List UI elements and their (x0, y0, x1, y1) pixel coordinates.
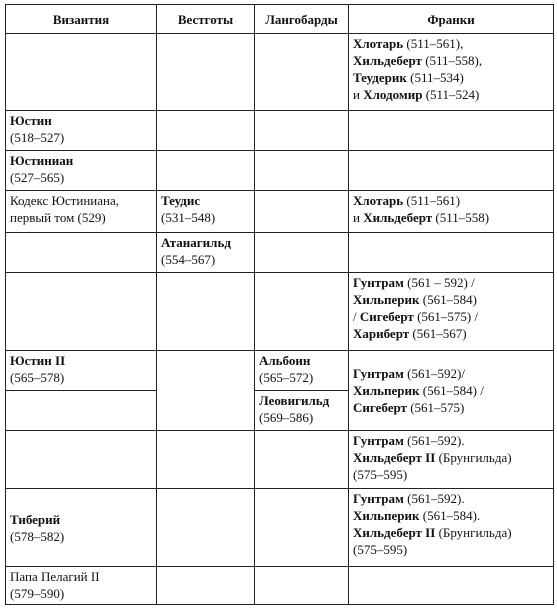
ruler-name: Сигеберт (359, 309, 414, 324)
text-segment: Папа Пелагий II (10, 569, 100, 584)
cell-line (161, 209, 250, 226)
text-segment: и (353, 87, 364, 102)
cell-line (353, 86, 549, 103)
cell-visigoths (157, 489, 255, 567)
ruler-name: Теудерик (353, 70, 407, 85)
cell-line (10, 152, 152, 169)
header-lombards: Лангобарды (255, 5, 349, 34)
cell-line (10, 585, 152, 602)
text-segment: (565–572) (259, 370, 314, 385)
cell-line (161, 234, 250, 251)
header-row (6, 5, 554, 34)
cell-lombards (255, 111, 349, 151)
ruler-name: Альбоин (259, 353, 311, 368)
ruler-name: Гунтрам (353, 433, 404, 448)
cell-franks (349, 151, 554, 191)
cell-visigoths (157, 191, 255, 233)
text-segment: (511–534) (406, 70, 464, 85)
cell-byzantium (6, 233, 157, 273)
ruler-name: Хильперик (353, 508, 420, 523)
cell-franks (349, 273, 554, 351)
text-segment: (531–548) (161, 210, 216, 225)
cell-byzantium (6, 351, 157, 391)
cell-byzantium (6, 431, 157, 489)
cell-line (353, 209, 549, 226)
ruler-name: Хильперик (353, 292, 420, 307)
text-segment: (561–592). (403, 491, 465, 506)
text-segment: (565–578) (10, 370, 65, 385)
cell-line (353, 69, 549, 86)
table-row (6, 34, 554, 111)
cell-byzantium (6, 567, 157, 605)
cell-line (10, 169, 152, 186)
cell-visigoths (157, 351, 255, 431)
cell-visigoths (157, 151, 255, 191)
cell-line (259, 352, 344, 369)
cell-line (353, 541, 549, 558)
text-segment: (561–575) (406, 400, 465, 415)
text-segment: (561 – 592) / (403, 275, 475, 290)
ruler-name: Гунтрам (353, 275, 404, 290)
cell-lombards (255, 273, 349, 351)
text-segment: (511–558), (421, 53, 483, 68)
text-segment: и (353, 210, 364, 225)
cell-lombards (255, 391, 349, 431)
table-row (6, 351, 554, 391)
table-row (6, 431, 554, 489)
cell-visigoths (157, 111, 255, 151)
cell-lombards (255, 151, 349, 191)
cell-visigoths (157, 273, 255, 351)
header-franks: Франки (349, 5, 554, 34)
cell-franks (349, 489, 554, 567)
text-segment: (Брунгильда) (435, 525, 512, 540)
cell-line (353, 507, 549, 524)
ruler-name: Тиберий (10, 511, 61, 527)
cell-line (353, 291, 549, 308)
table-row (6, 191, 554, 233)
cell-line (353, 192, 549, 209)
cell-lombards (255, 34, 349, 111)
table-row (6, 489, 554, 567)
text-segment: (575–595) (353, 542, 408, 557)
text-segment: (554–567) (161, 252, 216, 267)
chronology-table (5, 4, 554, 605)
text-segment: (561–584). (419, 508, 481, 523)
ruler-name: Атанагильд (161, 235, 231, 250)
cell-line (10, 112, 152, 129)
cell-line (161, 251, 250, 268)
text-segment: (578–582) (10, 528, 65, 544)
cell-line (259, 392, 344, 409)
ruler-name: Юстиниан (10, 153, 74, 168)
ruler-name: Хлотарь (353, 193, 404, 208)
cell-byzantium (6, 273, 157, 351)
cell-line (353, 466, 549, 483)
text-segment: (511–561) (403, 193, 461, 208)
ruler-name: Теудис (161, 193, 201, 208)
table-row (6, 151, 554, 191)
cell-line (161, 192, 250, 209)
cell-byzantium (6, 191, 157, 233)
ruler-name: Хильдеберт II (353, 525, 436, 540)
text-segment: (Брунгильда) (435, 450, 512, 465)
ruler-name: Хлодомир (363, 87, 423, 102)
cell-visigoths (157, 34, 255, 111)
ruler-name: Хариберт (353, 326, 410, 341)
ruler-name: Гунтрам (353, 491, 404, 506)
cell-franks (349, 567, 554, 605)
cell-visigoths (157, 431, 255, 489)
ruler-name: Юстин II (10, 353, 66, 368)
ruler-name: Гунтрам (353, 366, 404, 381)
ruler-name: Хильдеберт (363, 210, 433, 225)
text-segment: (569–586) (259, 410, 314, 425)
cell-lombards (255, 191, 349, 233)
text-segment: (561–584) / (419, 383, 484, 398)
cell-line (10, 568, 152, 585)
ruler-name: Хильдеберт (353, 53, 422, 68)
ruler-name: Леовигильд (259, 393, 330, 408)
table-row (6, 273, 554, 351)
text-segment: (561–567) (409, 326, 467, 341)
cell-byzantium (6, 34, 157, 111)
header-byzantium: Византия (6, 5, 157, 34)
cell-franks (349, 191, 554, 233)
text-segment: (561–592). (403, 433, 465, 448)
cell-line (10, 511, 152, 528)
cell-byzantium (6, 111, 157, 151)
cell-line (353, 325, 549, 342)
cell-line (353, 432, 549, 449)
ruler-name: Юстин (10, 113, 52, 128)
text-segment: (579–590) (10, 586, 65, 601)
cell-visigoths (157, 233, 255, 273)
cell-lombards (255, 489, 349, 567)
cell-franks (349, 233, 554, 273)
cell-lombards (255, 567, 349, 605)
cell-byzantium (6, 489, 157, 567)
cell-line (353, 365, 549, 382)
ruler-name: Сигеберт (353, 400, 407, 415)
cell-line (353, 399, 549, 416)
text-segment: (527–565) (10, 170, 65, 185)
cell-line (353, 308, 549, 325)
cell-franks (349, 351, 554, 431)
cell-line (10, 192, 152, 209)
cell-line (353, 449, 549, 466)
cell-line (353, 52, 549, 69)
text-segment: (561–592)/ (403, 366, 465, 381)
cell-line (10, 352, 152, 369)
cell-line (259, 409, 344, 426)
cell-visigoths (157, 567, 255, 605)
cell-lombards (255, 431, 349, 489)
text-segment: Кодекс Юстиниана, (10, 193, 119, 208)
ruler-name: Хильдеберт II (353, 450, 436, 465)
text-segment: / (353, 309, 360, 324)
cell-lombards (255, 351, 349, 391)
cell-line (10, 209, 152, 226)
header-visigoths: Вестготы (157, 5, 255, 34)
text-segment: первый том (529) (10, 210, 106, 225)
cell-line (353, 382, 549, 399)
cell-lombards (255, 233, 349, 273)
text-segment: (511–524) (422, 87, 480, 102)
cell-franks (349, 111, 554, 151)
text-segment: (561–584) (419, 292, 477, 307)
cell-line (353, 524, 549, 541)
text-segment: (575–595) (353, 467, 408, 482)
cell-line (10, 369, 152, 386)
ruler-name: Хильперик (353, 383, 420, 398)
cell-byzantium (6, 391, 157, 431)
text-segment: (518–527) (10, 130, 65, 145)
cell-line (10, 528, 152, 545)
table-row (6, 567, 554, 605)
cell-line (259, 369, 344, 386)
chronology-table-page (5, 4, 554, 605)
ruler-name: Хлотарь (353, 36, 404, 51)
text-segment: (561–575) / (413, 309, 479, 324)
cell-line (353, 490, 549, 507)
table-row (6, 233, 554, 273)
cell-line (353, 274, 549, 291)
cell-franks (349, 34, 554, 111)
cell-line (10, 129, 152, 146)
text-segment: (511–558) (432, 210, 490, 225)
text-segment: (511–561), (403, 36, 464, 51)
cell-line (353, 35, 549, 52)
cell-byzantium (6, 151, 157, 191)
table-row (6, 111, 554, 151)
cell-franks (349, 431, 554, 489)
